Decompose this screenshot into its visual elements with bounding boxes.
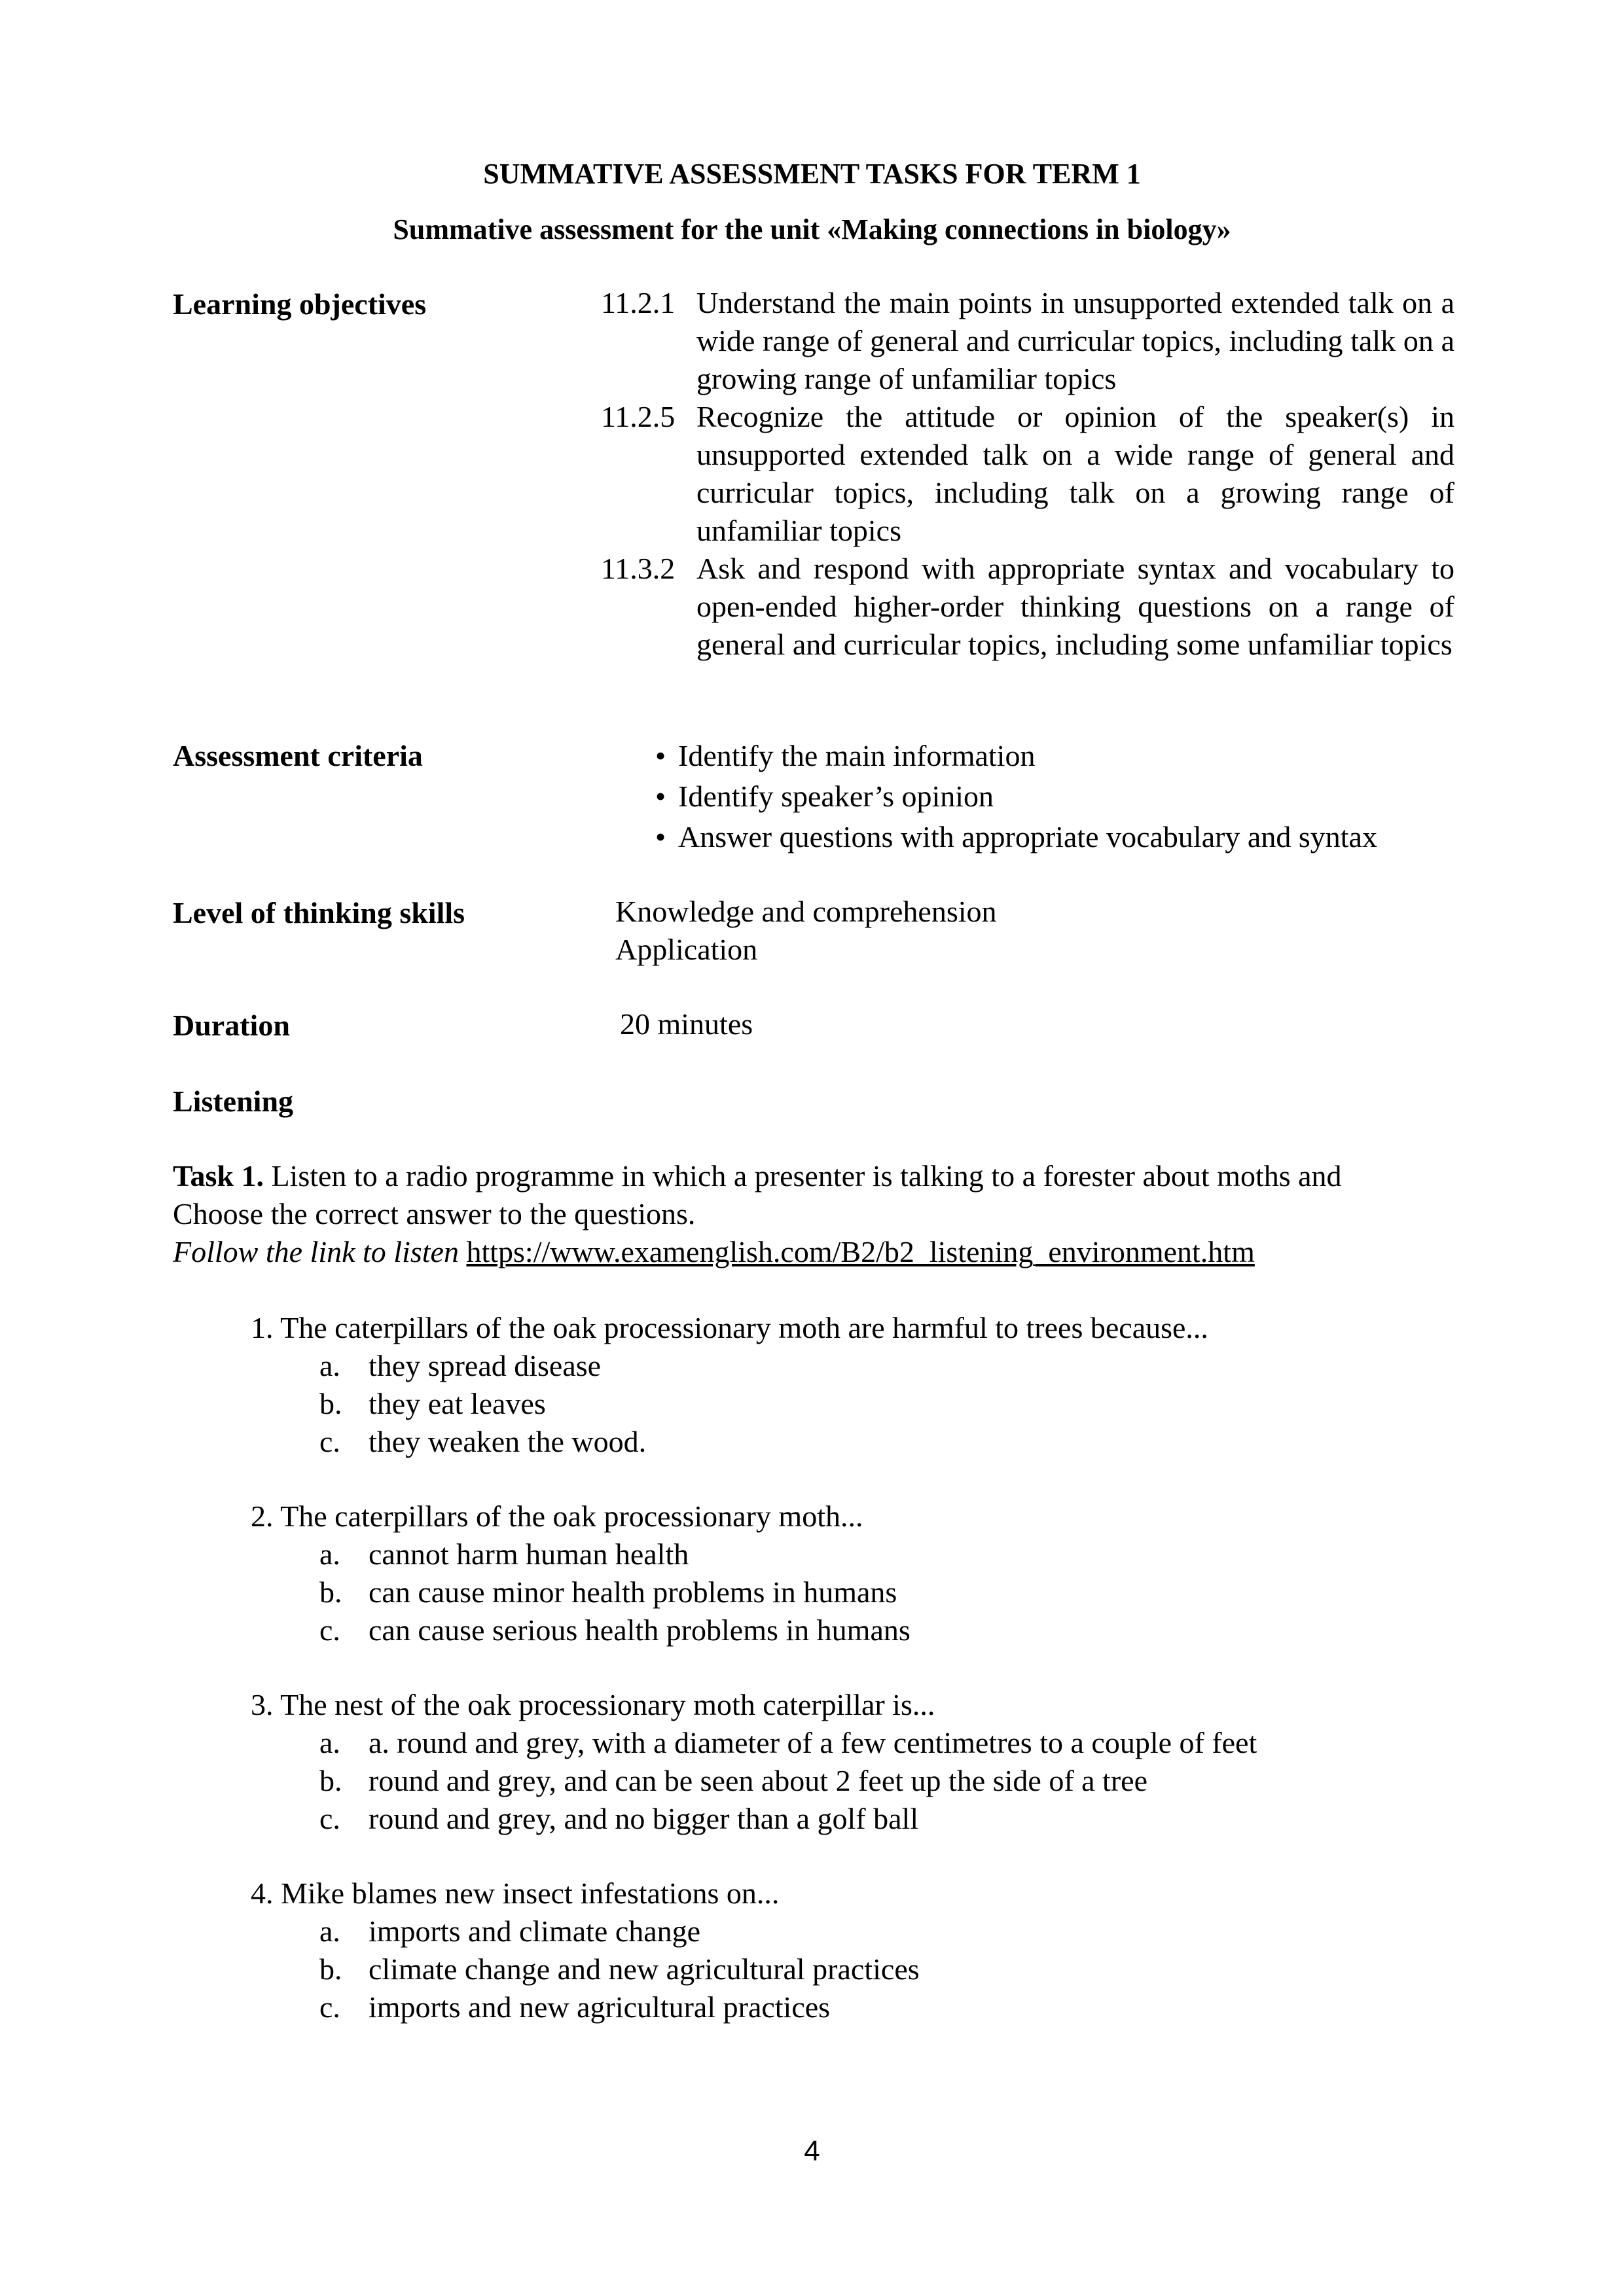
duration-value: 20 minutes xyxy=(620,1007,753,1041)
listening-link[interactable]: https://www.examenglish.com/B2/b2_listening_environment.htm xyxy=(466,1235,1255,1268)
objective-item xyxy=(601,398,1454,550)
question-stem: 1. The caterpillars of the oak processionary moth are harmful to trees because... xyxy=(251,1311,1208,1344)
learning-objectives-label: Learning objectives xyxy=(173,287,427,321)
task-label: Task 1. xyxy=(173,1159,264,1193)
follow-text: Follow the link to listen xyxy=(173,1235,459,1268)
thinking-skill-item: Knowledge and comprehension xyxy=(615,895,997,928)
criteria-item: • Identify speaker’s opinion xyxy=(645,779,994,814)
thinking-skills-label: Level of thinking skills xyxy=(173,896,465,929)
task-instruction xyxy=(173,1158,1342,1193)
objective-item xyxy=(601,550,1454,664)
assessment-criteria-label: Assessment criteria xyxy=(173,739,423,772)
criteria-item: • Answer questions with appropriate vocabulary and syntax xyxy=(645,819,1377,854)
task-text-continued: Choose the correct answer to the questions. xyxy=(173,1197,696,1230)
section-heading: Listening xyxy=(173,1085,294,1118)
bullet-icon: • xyxy=(655,780,666,813)
question-stem: 3. The nest of the oak processionary moth caterpillar is... xyxy=(251,1688,935,1721)
page-number: 4 xyxy=(804,2135,820,2167)
objective-text: Ask and respond with appropriate syntax and vocabulary to open-ended higher-order thinking questions on a range of general and curricular topics, including some unfamiliar topics xyxy=(696,552,1454,661)
objective-code: 11.3.2 xyxy=(601,552,676,585)
question-stem: 2. The caterpillars of the oak processionary moth... xyxy=(251,1499,863,1533)
objective-code: 11.2.1 xyxy=(601,286,676,319)
duration-label: Duration xyxy=(173,1009,290,1042)
question-stem: 4. Mike blames new insect infestations on... xyxy=(251,1876,780,1910)
thinking-skill-item: Application xyxy=(615,933,758,966)
objective-text: Recognize the attitude or opinion of the speaker(s) in unsupported extended talk on a wide range of general and curricular topics, including talk on a growing range of unfamiliar topics xyxy=(696,400,1454,547)
objective-item xyxy=(601,284,1454,398)
bullet-icon: • xyxy=(655,739,666,772)
follow-link-line xyxy=(173,1234,1255,1269)
bullet-icon: • xyxy=(655,820,666,853)
task-text: Listen to a radio programme in which a presenter is talking to a forester about moths and xyxy=(263,1159,1342,1193)
objective-code: 11.2.5 xyxy=(601,400,676,433)
page-title: SUMMATIVE ASSESSMENT TASKS FOR TERM 1 xyxy=(483,158,1141,190)
page-subtitle: Summative assessment for the unit «Making connections in biology» xyxy=(393,213,1231,245)
objective-text: Understand the main points in unsupported extended talk on a wide range of general and curricular topics, including talk on a growing range of unfamiliar topics xyxy=(696,286,1454,395)
criteria-item: • Identify the main information xyxy=(645,738,1035,773)
